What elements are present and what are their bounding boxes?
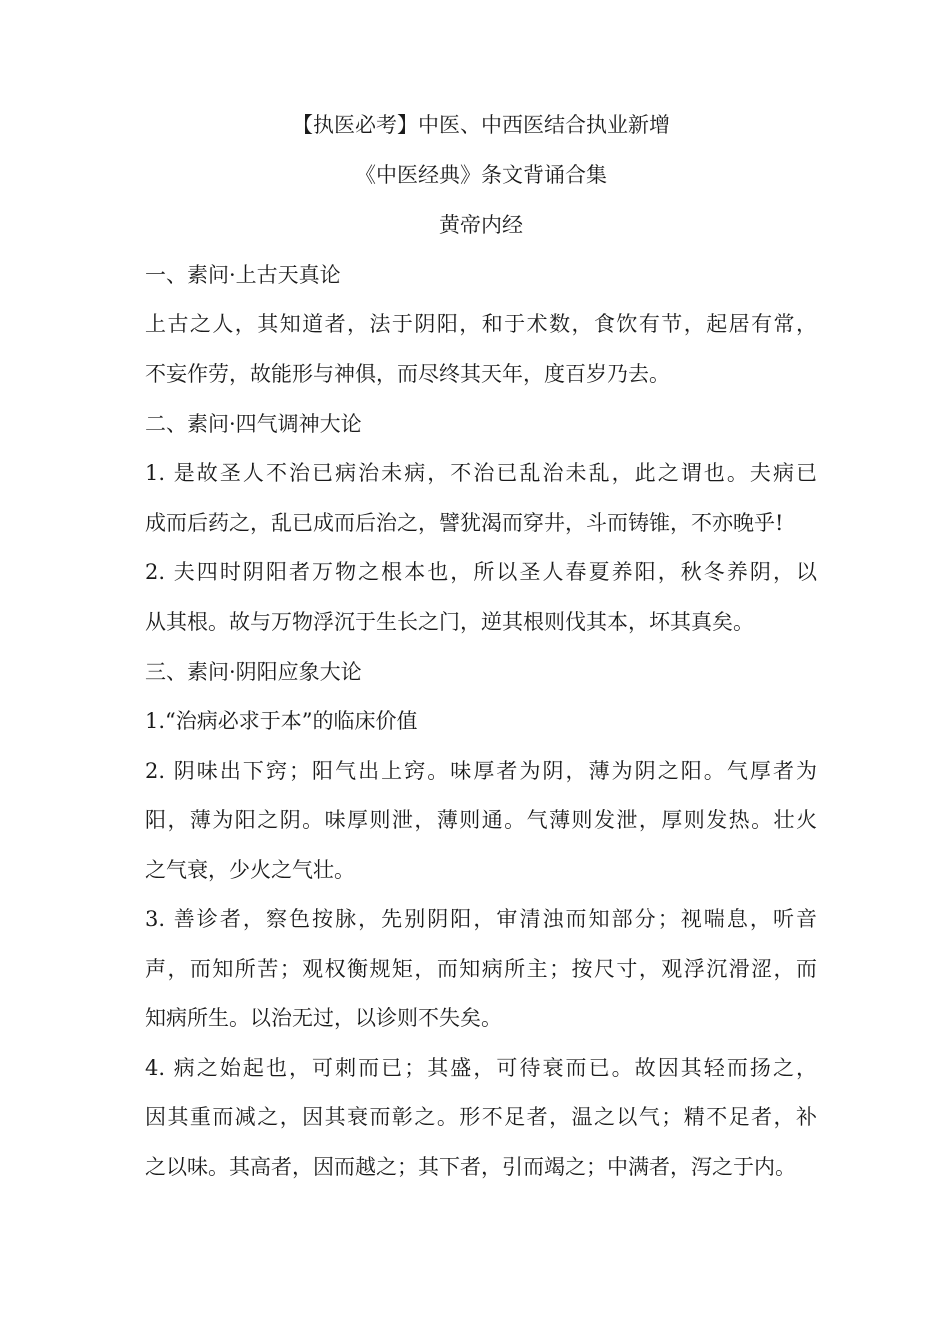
document-page [145,100,817,1192]
paragraph-line: 成而后药之，乱已成而后治之，譬犹渴而穿井，斗而铸锥，不亦晚乎! [145,510,784,535]
paragraph-line: 因其重而减之，因其衰而彰之。形不足者，温之以气；精不足者，补 [145,1105,817,1129]
section-3-item-2 [145,747,817,896]
paragraph-line: 2. 夫四时阴阳者万物之根本也，所以圣人春夏养阳，秋冬养阴，以 [145,560,817,584]
section-heading-1: 一、素问·上古天真论 [145,263,341,287]
paragraph-line: 之气衰，少火之气壮。 [145,857,355,882]
paragraph-line: 之以味。其高者，因而越之；其下者，引而竭之；中满者，泻之于内。 [145,1154,796,1179]
paragraph-line: 3. 善诊者，察色按脉，先别阴阳，审清浊而知部分；视喘息，听音 [145,907,817,931]
document-subtitle: 《中医经典》条文背诵合集 [355,163,607,187]
section-2-item-1 [145,449,817,548]
section-3-item-3 [145,895,817,1044]
document-title: 【执医必考】中医、中西医结合执业新增 [292,113,670,137]
paragraph-line: 不妄作劳，故能形与神俱，而尽终其天年，度百岁乃去。 [145,361,670,386]
section-heading-2: 二、素问·四气调神大论 [145,412,362,436]
section-1-paragraph [145,300,817,399]
paragraph-line: 从其根。故与万物浮沉于生长之门，逆其根则伐其本，坏其真矣。 [145,609,754,634]
paragraph-line: 知病所生。以治无过，以诊则不失矣。 [145,1006,502,1030]
section-2-item-2 [145,548,817,647]
paragraph-line: 上古之人，其知道者，法于阴阳，和于术数，食饮有节，起居有常， [145,312,817,336]
section-3-item-1 [145,697,817,747]
paragraph-line: 1.“治病必求于本”的临床价值 [145,709,418,733]
paragraph-line: 4. 病之始起也，可刺而已；其盛，可待衰而已。故因其轻而扬之， [145,1055,817,1080]
book-title: 黄帝内经 [439,213,523,237]
paragraph-line: 阳，薄为阳之阴。味厚则泄，薄则通。气薄则发泄，厚则发热。壮火 [145,808,817,832]
section-3-item-4 [145,1044,817,1193]
paragraph-line: 2. 阴味出下窍；阳气出上窍。味厚者为阴，薄为阴之阳。气厚者为 [145,758,817,783]
paragraph-line: 1. 是故圣人不治已病治未病，不治已乱治未乱，此之谓也。夫病已 [145,461,817,485]
paragraph-line: 声，而知所苦；观权衡规矩，而知病所主；按尺寸，观浮沉滑涩，而 [145,956,817,981]
section-heading-3: 三、素问·阴阳应象大论 [145,660,362,684]
